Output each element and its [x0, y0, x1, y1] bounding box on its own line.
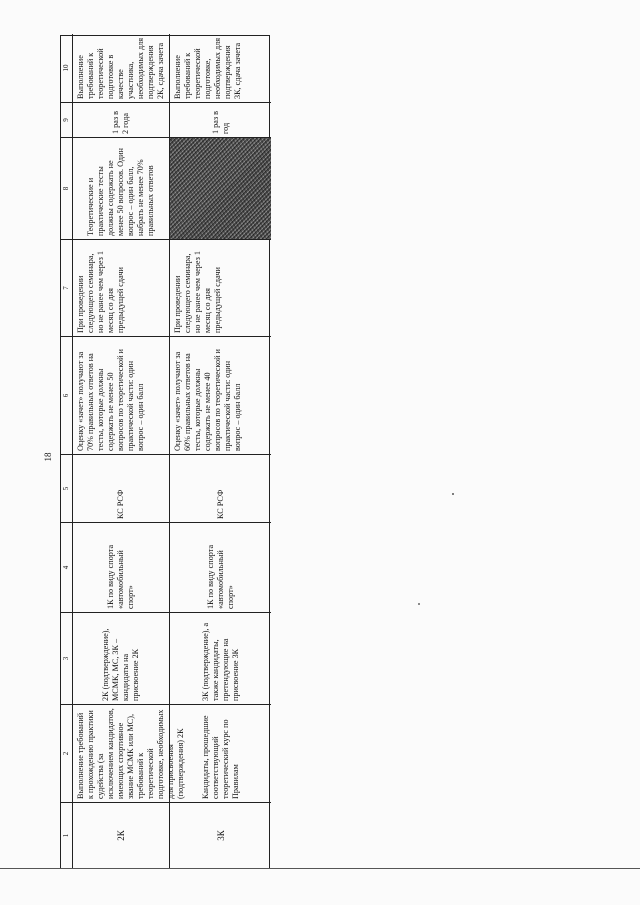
- row-3k-body: КС РСФ: [170, 454, 271, 522]
- row-2k-confirmation: Выполнение требований к теоретической подготовке в качестве участника, необходимых для подтверждения 2К, сдача зачета: [73, 34, 170, 102]
- col-header-6: 6: [61, 336, 73, 454]
- col-header-5: 5: [61, 454, 73, 522]
- row-2k-candidates: 2К (подтверждение), МСМК, МС, 3К – кандидаты на присвоение 2К: [73, 612, 170, 704]
- qualification-table: [60, 35, 270, 869]
- col-header-7: 7: [61, 239, 73, 336]
- row-3k-requirements: Кандидаты, прошедшие соответствующий теоретический курс по Правилам: [170, 704, 271, 802]
- col-header-10: 10: [61, 34, 73, 102]
- row-2k-examiner: 1К по виду спорта «автомобильный спорт»: [73, 522, 170, 612]
- row-2k-category: 2К: [73, 802, 170, 868]
- scan-speck: [452, 493, 454, 495]
- col-header-3: 3: [61, 612, 73, 704]
- row-3k-test-format-redacted: [170, 137, 271, 239]
- col-header-8: 8: [61, 137, 73, 239]
- row-3k-category: 3К: [170, 802, 271, 868]
- row-2k-body: КС РСФ: [73, 454, 170, 522]
- row-3k-examiner: 1К по виду спорта «автомобильный спорт»: [170, 522, 271, 612]
- row-2k-test-format: Теоретические и практические тесты должны содержать не менее 50 вопросов. Один вопрос – один балл, набрать не менее 70% правильных ответов: [73, 137, 170, 239]
- page-number: 18: [43, 452, 53, 462]
- row-2k-grading: Оценку «зачет» получают за 70% правильных ответов на тесты, которые должны содержать не менее 50 вопросов по теоретической и практической части: один вопрос – один балл: [73, 336, 170, 454]
- row-2k-frequency: 1 раз в 2 года: [73, 102, 170, 137]
- row-3k-confirmation: Выполнение требований к теоретической подготовке, необходимых для подтверждения 3К, сдача зачета: [173, 38, 242, 99]
- row-3k-candidates: 3К (подтверждение), а также кандидаты, претендующие на присвоение 3К: [170, 612, 271, 704]
- col-header-9: 9: [61, 102, 73, 137]
- row-2k-retake: При проведении следующего семинара, но не ранее чем через 1 месяц со дня предыдущей сдачи: [73, 239, 170, 336]
- rotated-table-wrapper: [60, 35, 270, 869]
- scan-speck: [418, 603, 420, 605]
- row-2k-requirements: Выполнение требований к прохождению практики судейства (за исключением кандидатов, имеющих спортивное звание МСМК или МС), требований к теоретической подготовке, необходимых для присвоения (подтверждения) 2К: [73, 704, 170, 802]
- row-3k-retake: При проведении следующего семинара, но не ранее чем через 1 месяц со дня предыдущей сдачи: [170, 239, 271, 336]
- row-3k-frequency: 1 раз в год: [170, 102, 271, 137]
- row-3k-grading: Оценку «зачет» получают за 60% правильных ответов на тесты, которые должны содержать не менее 40 вопросов по теоретической и практической части: один вопрос – один балл: [170, 336, 271, 454]
- col-header-2: 2: [61, 704, 73, 802]
- col-header-4: 4: [61, 522, 73, 612]
- scan-edge-line: [0, 868, 640, 869]
- col-header-1: 1: [61, 802, 73, 868]
